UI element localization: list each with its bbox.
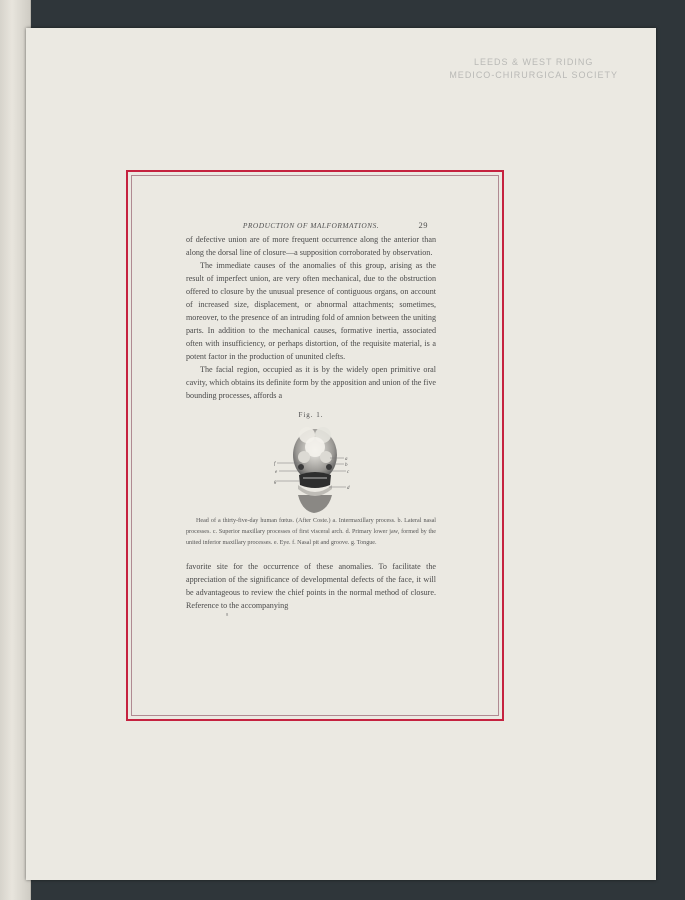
library-stamp [449, 56, 618, 82]
label-c: c [347, 470, 350, 475]
library-stamp-line-2: MEDICO-CHIRURGICAL SOCIETY [449, 70, 618, 80]
signature-mark: 8 [226, 612, 229, 618]
running-head-title: PRODUCTION OF MALFORMATIONS. [242, 221, 380, 230]
figure-caption: Head of a thirty-five-day human fœtus. (After Coste.) a. Intermaxillary process. b. Lateral nasal processes. c. Superior maxillary processes of first visceral arch. d. Primary lower jaw, formed by the united inferior maxillary processes. e. Eye. f. Nasal pit and groove. g. Tongue. [186, 518, 436, 546]
plate-frame [126, 170, 504, 721]
book-page [26, 28, 656, 880]
label-b: b [345, 463, 348, 468]
label-e: e [275, 470, 278, 475]
figure-illustration [186, 425, 436, 513]
library-stamp-line-1: LEEDS & WEST RIDING [473, 57, 594, 67]
paragraph-1: of defective union are of more frequent occurrence along the anterior than along the dorsal line of closure—a supposition corroborated by observation. [186, 235, 436, 257]
page-number: 29 [418, 220, 428, 230]
label-f: f [274, 462, 276, 467]
label-a: a [345, 457, 348, 462]
text-block [186, 219, 436, 618]
fetal-head-illustration [274, 425, 354, 513]
paragraph-after-figure: favorite site for the occurrence of these anomalies. To facilitate the appreciation of the significance of developmental defects of the face, it will be advantageous to review the chief points in the normal method of closure. Reference to the accompanying [186, 562, 436, 611]
running-head [186, 219, 436, 233]
label-g: g [274, 480, 277, 485]
paragraph-2: The immediate causes of the anomalies of this group, arising as the result of imperfect union, are very often mechanical, due to the obstruction offered to closure by the unusual presence of contiguous organs, on account of increased size, displacement, or abnormal attachments; sometimes, moreover, to the presence of an intruding fold of amnion between the uniting parts. In addition to the mechanical causes, formative inertia, associated often with insufficiency, or perhaps distortion, of the requisite material, is a potent factor in the production of ununited clefts. [186, 261, 436, 361]
figure-title: Fig. 1. [298, 411, 324, 419]
paragraph-3: The facial region, occupied as it is by the widely open primitive oral cavity, which obtains its definite form by the apposition and union of the five bounding processes, affords a [186, 365, 436, 400]
label-d: d [347, 486, 350, 491]
